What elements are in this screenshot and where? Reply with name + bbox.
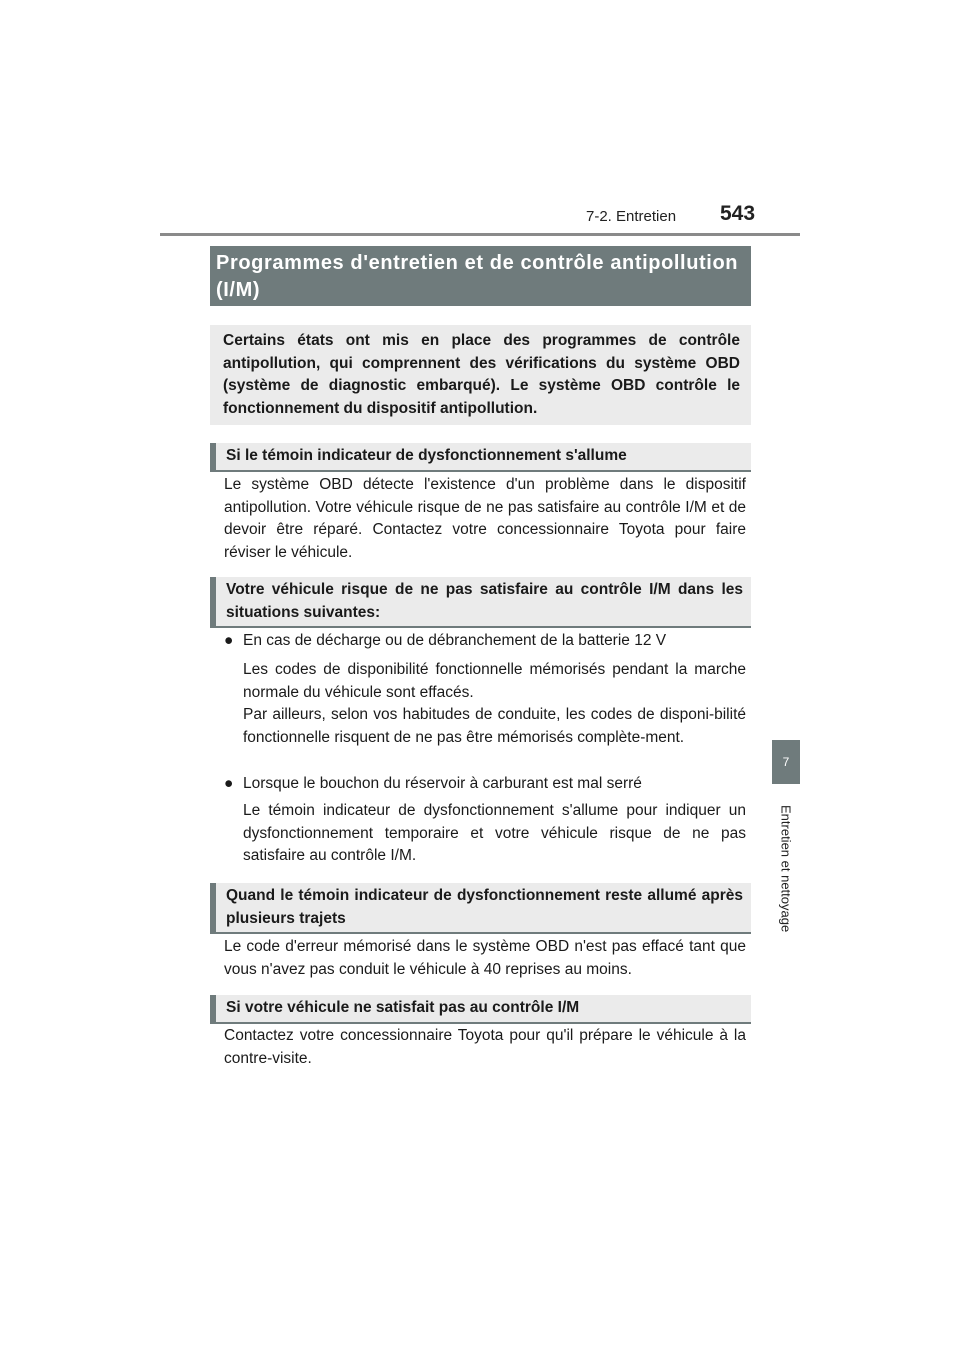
section-body-malfunction-light: Le système OBD détecte l'existence d'un problème dans le dispositif antipollution. Votre véhicule risque de ne pas satisfaire au contrôle I/M et de devoir être réparé. Contactez votre concessionnaire Toyota pour faire réviser le véhicule. (224, 476, 746, 561)
section-heading-failed-inspection: Si votre véhicule ne satisfait pas au contrôle I/M (210, 995, 751, 1024)
intro-text: Certains états ont mis en place des programmes de contrôle antipollution, qui comprennent des vérifications du système OBD (système de diagnostic embarqué). Le système OBD contrôle le fonctionnement du dispositif antipollution. (210, 325, 751, 425)
bullet-paragraph: Le témoin indicateur de dysfonctionnement s'allume pour indiquer un dysfonctionnement temporaire et votre véhicule risque de ne pas satisfaire au contrôle I/M. (243, 802, 746, 864)
section-heading-light-stays-on: Quand le témoin indicateur de dysfonctionnement reste allumé après plusieurs trajets (210, 883, 751, 934)
chapter-title: Entretien et nettoyage (778, 805, 794, 933)
section-heading-malfunction-light: Si le témoin indicateur de dysfonctionnement s'allume (210, 443, 751, 472)
bullet-paragraph: Les codes de disponibilité fonctionnelle mémorisés pendant la marche normale du véhicule sont effacés. (243, 661, 746, 701)
page-number: 543 (720, 202, 756, 225)
header-section-label: 7-2. Entretien (586, 208, 677, 225)
bullet-icon: ● (224, 632, 234, 649)
chapter-tab: 7 (772, 740, 800, 784)
bullet-title: Lorsque le bouchon du réservoir à carburant est mal serré (243, 775, 642, 792)
section-heading-failure-situations: Votre véhicule risque de ne pas satisfaire au contrôle I/M dans les situations suivantes: (210, 577, 751, 628)
section-body-light-stays-on: Le code d'erreur mémorisé dans le système OBD n'est pas effacé tant que vous n'avez pas conduit le véhicule à 40 reprises au moins. (224, 938, 746, 978)
bullet-title: En cas de décharge ou de débranchement de la batterie 12 V (243, 632, 667, 649)
page-title: Programmes d'entretien et de contrôle antipollution (I/M) (210, 246, 751, 306)
list-item (224, 773, 746, 796)
list-item (224, 630, 746, 653)
section-body-failed-inspection: Contactez votre concessionnaire Toyota pour qu'il prépare le véhicule à la contre-visite. (224, 1027, 746, 1067)
bullet-paragraph: Par ailleurs, selon vos habitudes de conduite, les codes de disponi-bilité fonctionnelle risquent de ne pas être mémorisés complète-ment. (243, 706, 746, 746)
header-divider (160, 233, 800, 236)
bullet-icon: ● (224, 775, 234, 792)
